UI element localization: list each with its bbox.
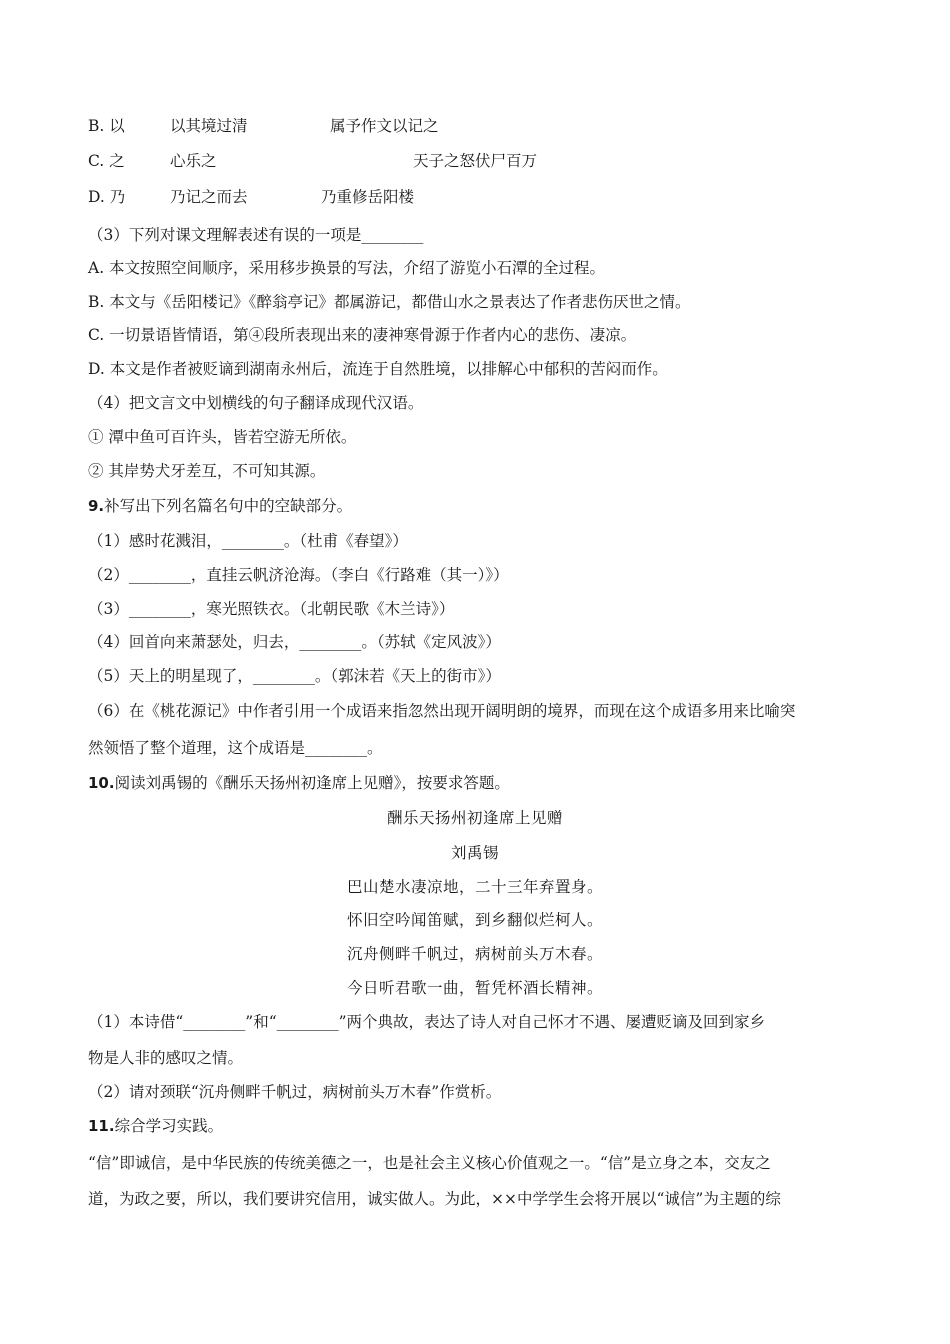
q9-item-6-line-2: 然领悟了整个道理，这个成语是________。	[88, 739, 383, 757]
q10-heading	[88, 773, 510, 793]
q8-4-stem: （4）把文言文中划横线的句子翻译成现代汉语。	[88, 394, 424, 412]
option-c-sentence-1: 心乐之	[170, 152, 217, 170]
q8-4-item-1: ① 潭中鱼可百许头，皆若空游无所依。	[88, 428, 357, 446]
q10-sub1-line-1: （1）本诗借“________”和“________”两个典故，表达了诗人对自己怀才不遇、屡遭贬谪及回到家乡	[88, 1013, 766, 1031]
q10-title: 阅读刘禹锡的《酬乐天扬州初逢席上见赠》，按要求答题。	[114, 774, 510, 792]
q9-number: 9.	[88, 497, 105, 515]
q10-number: 10.	[88, 774, 115, 792]
q11-title: 综合学习实践。	[114, 1117, 224, 1135]
poem-title: 酬乐天扬州初逢席上见赠	[386, 809, 563, 827]
option-c-sentence-2: 天子之怒伏尸百万	[413, 152, 538, 170]
q9-item-5: （5）天上的明星现了，________。（郭沫若《天上的街市》）	[88, 667, 501, 685]
poem-line-3: 沉舟侧畔千帆过，病树前头万木春。	[346, 945, 603, 963]
q11-paragraph-line-1: “信”即诚信，是中华民族的传统美德之一，也是社会主义核心价值观之一。“信”是立身之本，交友之	[88, 1154, 771, 1172]
q10-sub1-line-2: 物是人非的感叹之情。	[88, 1049, 244, 1067]
option-b-sentence-2: 属予作文以记之	[330, 117, 439, 135]
option-b-letter: B. 以	[88, 117, 125, 135]
poem-line-1: 巴山楚水凄凉地，二十三年弃置身。	[346, 878, 603, 896]
poem-line-2: 怀旧空吟闻笛赋，到乡翻似烂柯人。	[346, 911, 603, 929]
q8-4-item-2: ② 其岸势犬牙差互，不可知其源。	[88, 462, 326, 480]
q8-3-choice-a: A. 本文按照空间顺序，采用移步换景的写法，介绍了游览小石潭的全过程。	[88, 259, 606, 277]
q8-3-choice-d: D. 本文是作者被贬谪到湖南永州后，流连于自然胜境，以排解心中郁积的苦闷而作。	[88, 360, 668, 378]
q9-title: 补写出下列名篇名句中的空缺部分。	[104, 497, 353, 515]
poem-line-4: 今日听君歌一曲，暂凭杯酒长精神。	[346, 979, 603, 997]
q9-item-3: （3）________，寒光照铁衣。（北朝民歌《木兰诗》）	[88, 600, 455, 618]
q11-number: 11.	[88, 1117, 115, 1135]
q11-paragraph-line-2: 道，为政之要，所以，我们要讲究信用，诚实做人。为此，××中学学生会将开展以“诚信”为主题的综	[88, 1190, 781, 1208]
q9-item-1: （1）感时花溅泪，________。（杜甫《春望》）	[88, 532, 408, 550]
q9-item-6-line-1: （6）在《桃花源记》中作者引用一个成语来指忽然出现开阔明朗的境界，而现在这个成语多用来比喻突	[88, 702, 796, 720]
q11-heading	[88, 1116, 223, 1136]
q10-sub2: （2）请对颈联“沉舟侧畔千帆过，病树前头万木春”作赏析。	[88, 1083, 502, 1101]
q8-3-stem: （3）下列对课文理解表述有误的一项是________	[88, 226, 424, 244]
option-d-sentence-1: 乃记之而去	[170, 188, 248, 206]
option-b-sentence-1: 以其境过清	[170, 117, 248, 135]
q9-item-4: （4）回首向来萧瑟处，归去，________。（苏轼《定风波》）	[88, 633, 501, 651]
q8-3-choice-b: B. 本文与《岳阳楼记》《醉翁亭记》都属游记，都借山水之景表达了作者悲伤厌世之情。	[88, 293, 691, 311]
option-d-sentence-2: 乃重修岳阳楼	[321, 188, 415, 206]
option-d-letter: D. 乃	[88, 188, 126, 206]
q9-heading	[88, 496, 352, 516]
q9-item-2: （2）________，直挂云帆济沧海。（李白《行路难（其一）》）	[88, 566, 509, 584]
option-c-letter: C. 之	[88, 152, 125, 170]
poem-author: 刘禹锡	[450, 844, 499, 862]
q8-3-choice-c: C. 一切景语皆情语，第④段所表现出来的凄神寒骨源于作者内心的悲伤、凄凉。	[88, 326, 637, 344]
